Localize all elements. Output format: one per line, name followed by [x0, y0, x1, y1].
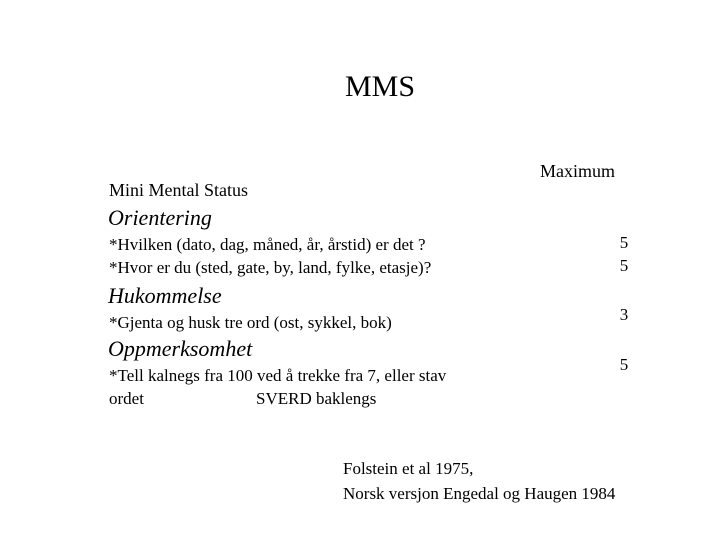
reference — [343, 456, 615, 506]
question-oppmerksomhet-line2-a: ordet — [109, 389, 144, 408]
section-heading-orientering: Orientering — [108, 205, 212, 230]
max-score-orientering-place: 5 — [619, 256, 629, 275]
maximum-column-header: Maximum — [540, 161, 615, 181]
max-score-orientering-time: 5 — [619, 233, 629, 252]
question-orientering-time: *Hvilken (dato, dag, måned, år, årstid) er det ? — [109, 235, 426, 254]
question-orientering-place: *Hvor er du (sted, gate, by, land, fylke, etasje)? — [109, 258, 432, 277]
question-oppmerksomhet-line1: *Tell kalnegs fra 100 ved å trekke fra 7, eller stav — [109, 366, 447, 385]
reference-line-2: Norsk versjon Engedal og Haugen 1984 — [343, 484, 616, 503]
reference-line-1: Folstein et al 1975, — [343, 459, 474, 478]
question-oppmerksomhet-line2-b: SVERD baklengs — [256, 389, 377, 408]
subtitle: Mini Mental Status — [109, 180, 248, 200]
question-hukommelse: *Gjenta og husk tre ord (ost, sykkel, bok) — [109, 313, 392, 332]
max-score-oppmerksomhet: 5 — [619, 355, 629, 374]
section-heading-hukommelse: Hukommelse — [108, 283, 222, 308]
max-score-hukommelse: 3 — [619, 305, 629, 324]
page-title: MMS — [344, 70, 416, 103]
section-heading-oppmerksomhet: Oppmerksomhet — [108, 336, 253, 361]
